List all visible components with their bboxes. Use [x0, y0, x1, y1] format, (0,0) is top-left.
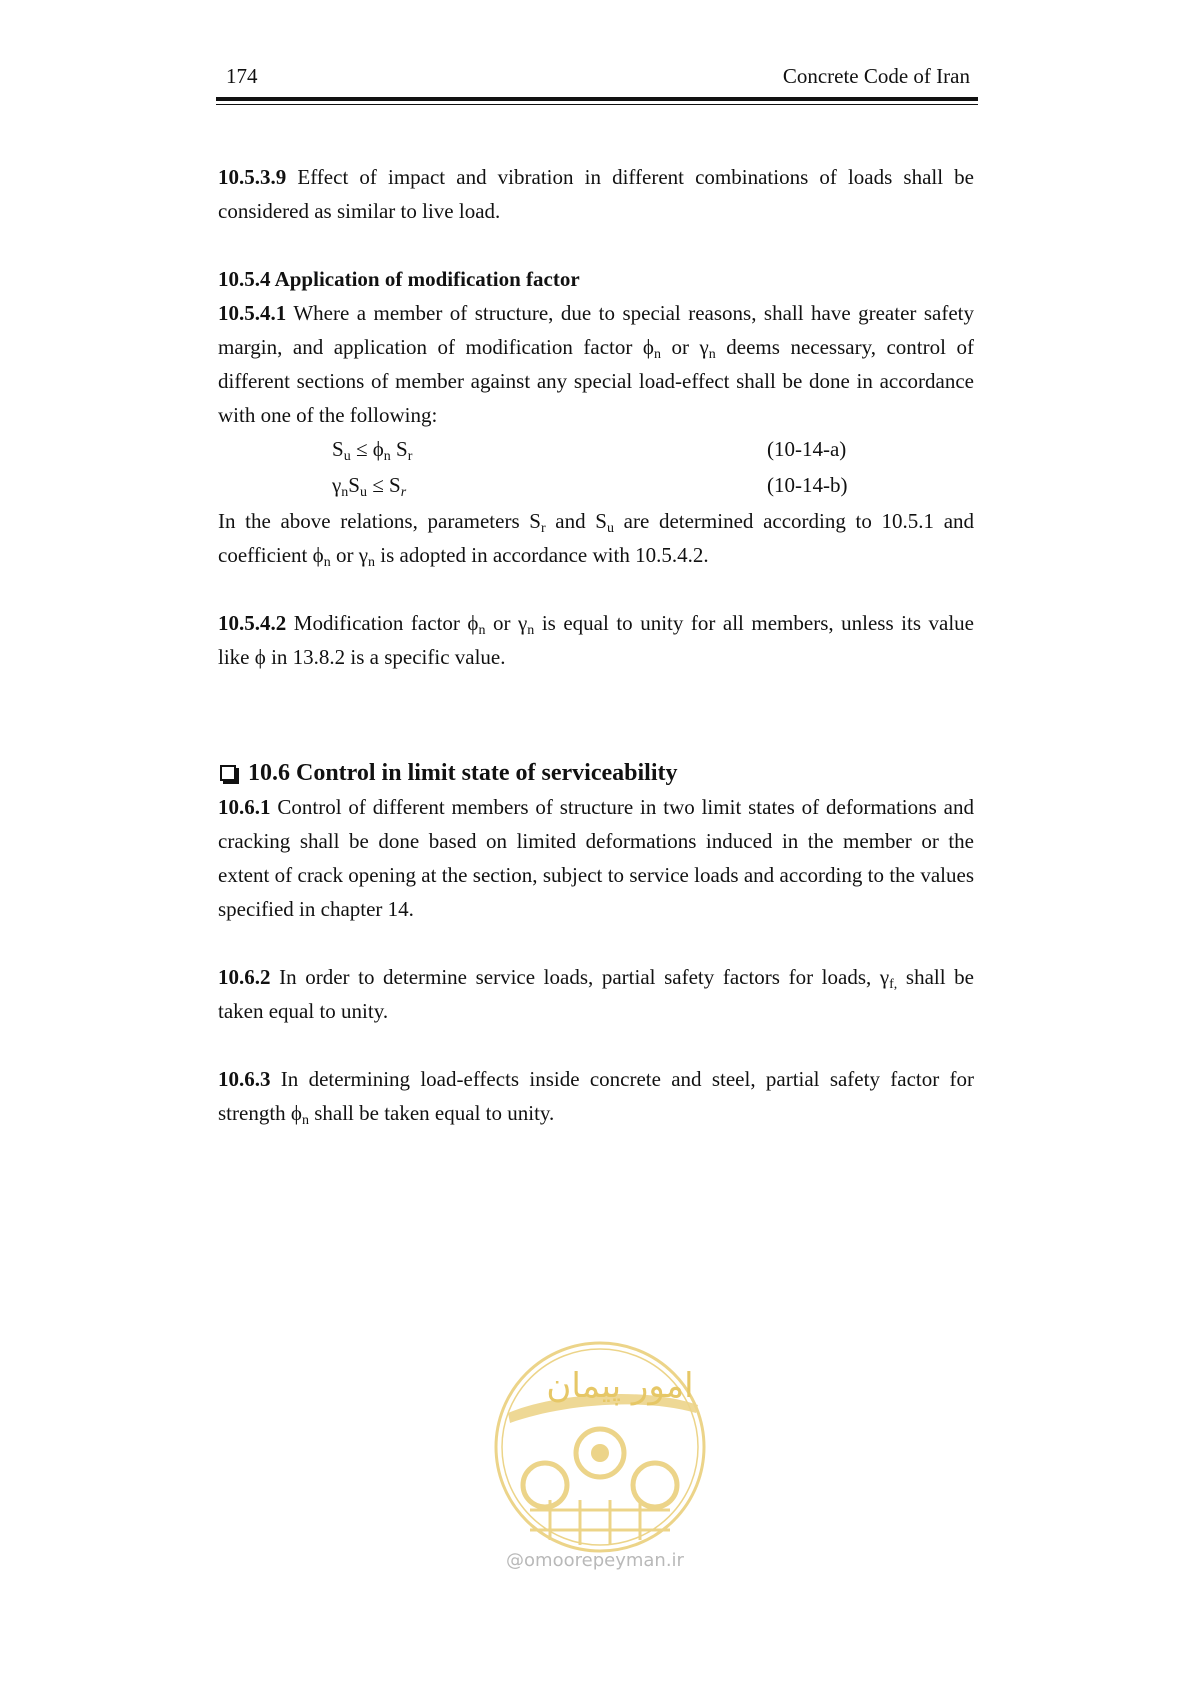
clause-text: or	[660, 335, 700, 359]
clause-number: 10.5.3.9	[218, 165, 287, 189]
subscript: n	[653, 347, 661, 362]
paragraph-10-5-4-1	[218, 296, 974, 432]
gamma-symbol: γ	[699, 335, 709, 359]
paragraph-10-6-2: 10.6.2 In order to determine service loads, partial safety factors for loads, $\gamma_{f,}$ shall be taken equal to unity.	[218, 965, 975, 1023]
paragraph-10-5-4-2: 10.5.4.2 Modification factor $\phi_n$ or $\gamma_n$ is equal to unity for all members, unless its value like ϕ in 13.8.2 is a specific value.	[218, 611, 974, 669]
equation-formula: $\gamma_nS_u \le S_r$	[332, 473, 407, 500]
page-number: 174	[226, 64, 258, 88]
clause-text: Control of different members of structure in two limit states of deformations and cracking shall be done based on limited deformations induced in the member or the extent of crack opening at the section, subject to service loads and according to the values specified in chapter 14.	[218, 795, 974, 921]
equation-label: (10-14-b)	[767, 473, 848, 497]
clause-number: 10.6.3	[218, 1067, 271, 1091]
watermark-logo-script: امور پیمان	[546, 1366, 694, 1406]
header-rule-thick	[216, 97, 978, 101]
phi-symbol: ϕ	[642, 335, 654, 359]
equation-10-14-a	[218, 432, 974, 468]
paragraph-10-6-3: 10.6.3 In determining load-effects inside concrete and steel, partial safety factor for strength $\phi_n$ shall be taken equal to unity.	[218, 1067, 974, 1128]
equation-label: (10-14-a)	[767, 437, 847, 461]
paragraph-relations: In the above relations, parameters $S_r$ and $S_u$ are determined according to 10.5.1 and coefficient $\phi_n$ or $\gamma_n$ is adopted in accordance with 10.5.4.2.	[218, 509, 975, 570]
clause-text: Effect of impact and vibration in different combinations of loads shall be considered as similar to live load.	[218, 165, 974, 223]
heading-10-5-4: 10.5.4 Application of modification factor	[218, 267, 580, 291]
equation-10-14-b	[218, 468, 974, 504]
clause-text: deems necessary, control of different sections of member against any special load-effect shall be done in accordance with one of the following:	[218, 335, 974, 427]
running-title: Concrete Code of Iran	[782, 64, 970, 88]
watermark-logo	[490, 1335, 710, 1560]
clause-number: 10.6.1	[218, 795, 271, 819]
clause-number: 10.5.4.2	[218, 611, 287, 635]
checkbox-bullet-icon	[220, 765, 236, 781]
paragraph-10-6-1	[218, 790, 974, 926]
paragraph-10-5-3-9	[218, 160, 974, 228]
header-rule-thin	[216, 104, 978, 105]
page-body	[218, 160, 974, 1130]
section-heading-10-6	[218, 756, 974, 790]
clause-number: 10.6.2	[218, 965, 271, 989]
equation-formula: $S_u \le \phi_n$ $S_r$	[332, 437, 413, 464]
clause-text: Where a member of structure, due to special reasons, shall have greater safety margin, and application of modification factor	[218, 301, 974, 359]
section-heading-text: 10.6 Control in limit state of serviceability	[248, 760, 678, 786]
subscript: n	[708, 347, 716, 362]
clause-number: 10.5.4.1	[218, 301, 287, 325]
watermark-site-text: @omoorepeyman.ir	[506, 1550, 684, 1571]
